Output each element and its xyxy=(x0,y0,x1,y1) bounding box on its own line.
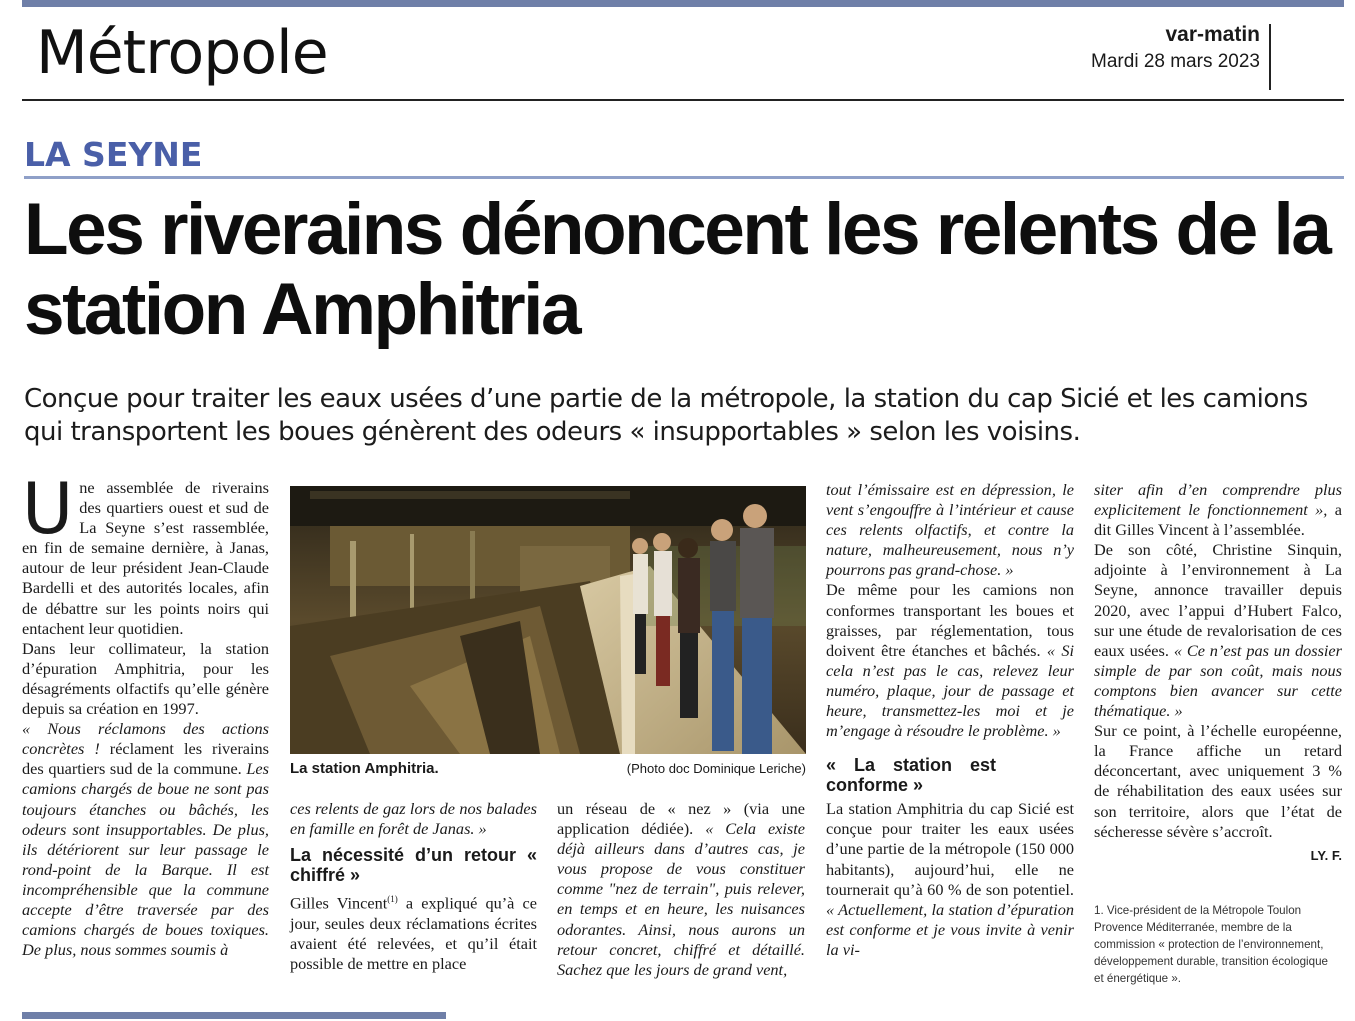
publication-date: Mardi 28 mars 2023 xyxy=(1091,51,1260,72)
col1-text: réclament les riverains des quartiers sud de la commune. xyxy=(22,739,269,779)
column-4 xyxy=(826,480,1074,960)
col1-quote-1: « Nous réclamons des actions concrètes ! xyxy=(22,719,269,759)
column-5 xyxy=(1094,480,1342,866)
col4-paragraph-2 xyxy=(826,580,1074,741)
col4-paragraph-1: tout l’émissaire est en dépression, le vent s’engouffre à l’intérieur et cause ces relents olfactifs, et contre la nature, malheureusement, nous n’y pourrons pas grand-chose. » xyxy=(826,480,1074,580)
column-3 xyxy=(557,799,805,980)
article-headline: Les riverains dénoncent les relents de la station Amphitria xyxy=(24,189,1330,350)
col5-paragraph-1 xyxy=(1094,480,1342,540)
col5-quote: siter afin d’en comprendre plus explicitement le fonctionnement », xyxy=(1094,480,1342,520)
col1-paragraph-3 xyxy=(22,719,269,960)
masthead-rule xyxy=(22,99,1344,101)
kicker-rule xyxy=(24,176,1344,179)
col5-text: a dit Gilles Vincent à l’assemblée. xyxy=(1094,500,1342,540)
author-signature: LY. F. xyxy=(1310,847,1342,863)
col5-quote-2: « Ce n’est pas un dossier simple de par son coût, mais nous comptons bien avancer sur cette thématique. » xyxy=(1094,640,1342,721)
article-photo xyxy=(290,486,806,754)
col2-paragraph-2 xyxy=(290,889,537,974)
photo-caption: La station Amphitria. xyxy=(290,760,439,777)
col4-quote: « Si cela n’est pas le cas, relevez leur numéro, plaque, jour de passage et heure, transmettez-les moi et je m’engage à résoudre le problème. » xyxy=(826,640,1074,741)
col4-paragraph-3 xyxy=(826,799,1074,960)
person-name: Gilles Vincent xyxy=(290,893,388,913)
col5-text-2: De son côté, Christine Sinquin, adjointe à l’environnement à La Seyne, annonce travailler depuis 2020, avec l’appui d’Hubert Falco, sur une étude de revalorisation de ces eaux usées. xyxy=(1094,540,1342,660)
drop-cap: U xyxy=(22,468,74,550)
newspaper-name: var-matin xyxy=(1165,23,1260,46)
col1-quote-2: Les camions chargés de boue ne sont pas toujours étanches ou bâchés, les odeurs sont insupportables. De plus, ils détériorent sur leur passage le rond-point de la Barque. Il est incompréhensible que la commune accepte d’être traversée par des camions chargés de boues toxiques. De plus, nous sommes soumis à xyxy=(22,759,269,960)
col2-paragraph-1: ces relents de gaz lors de nos balades en famille en forêt de Janas. » xyxy=(290,799,537,839)
article-kicker: LA SEYNE xyxy=(24,135,203,174)
photo-credit: (Photo doc Dominique Leriche) xyxy=(626,761,806,776)
col4-text-2: La station Amphitria du cap Sicié est conçue pour traiter les eaux usées d’une partie de la métropole (150 000 habitants), aujourd’hui, elle ne tournerait qu’à 60 % de son potentiel. xyxy=(826,799,1074,899)
col1-paragraph-2: Dans leur collimateur, la station d’épuration Amphitria, pour les désagréments olfactifs qu’elle génère depuis sa création en 1997. xyxy=(22,638,269,719)
footnote-ref: (1) xyxy=(387,894,398,905)
article-standfirst: Conçue pour traiter les eaux usées d’une partie de la métropole, la station du cap Sicié et les camions qui transportent les boues génèrent des odeurs « insupportables » selon les voisins. xyxy=(24,384,1308,447)
col5-paragraph-3: Sur ce point, à l’échelle européenne, la France affiche un retard déconcertant, avec uniquement 3 % de réhabilitation des eaux usées sur son territoire, alors que l’état de sécheresse sévère s’accroît. xyxy=(1094,721,1342,841)
col3-text: un réseau de « nez » (via une application dédiée). xyxy=(557,799,805,839)
bottom-color-bar xyxy=(22,1012,446,1019)
col4-text: De même pour les camions non conformes transportant les boues et graisses, par réglementation, tous doivent être étanches et bâchés. xyxy=(826,580,1074,660)
col3-quote: « Cela existe déjà ailleurs dans d’autres cas, je vous propose de vous constituer comme "nez de terrain", puis relever, en temps et en heure, les nuisances odorantes. Ainsi, nous aurons un retour concret, chiffré et détaillé. Sachez que les jours de grand vent, xyxy=(557,819,806,979)
col3-paragraph-1 xyxy=(557,799,805,980)
col5-paragraph-2 xyxy=(1094,540,1342,721)
col4-quote-2: « Actuellement, la station d’épuration est conforme et je vous invite à venir la vi- xyxy=(826,899,1074,959)
masthead-divider xyxy=(1269,24,1271,90)
column-2 xyxy=(290,799,537,974)
top-color-bar xyxy=(22,0,1344,7)
footnote: 1. Vice-président de la Métropole Toulon Provence Méditerranée, membre de la commission « protection de l’environnement, développement durable, transition écologique et énergétique ». xyxy=(1094,904,1328,985)
col4-subhead: « La station est conforme » xyxy=(826,755,996,796)
section-title: Métropole xyxy=(36,18,328,88)
station-photo-image xyxy=(290,486,806,754)
col2-subhead: La nécessité d’un retour « chiffré » xyxy=(290,845,537,886)
col2-text: a expliqué qu’à ce jour, seules deux réclamations écrites avaient été relevées, et qu’il était possible de mettre en place xyxy=(290,893,537,973)
col1-paragraph-1: ne assemblée de riverains des quartiers ouest et sud de La Seyne s’est rassemblée, en fin de semaine dernière, à Janas, autour de leur président Jean-Claude Bardelli et des autorités locales, afin de débattre sur les points noirs qui entachent leur quotidien. xyxy=(22,478,269,638)
column-1 xyxy=(22,468,269,960)
photo-caption-row xyxy=(290,759,806,781)
